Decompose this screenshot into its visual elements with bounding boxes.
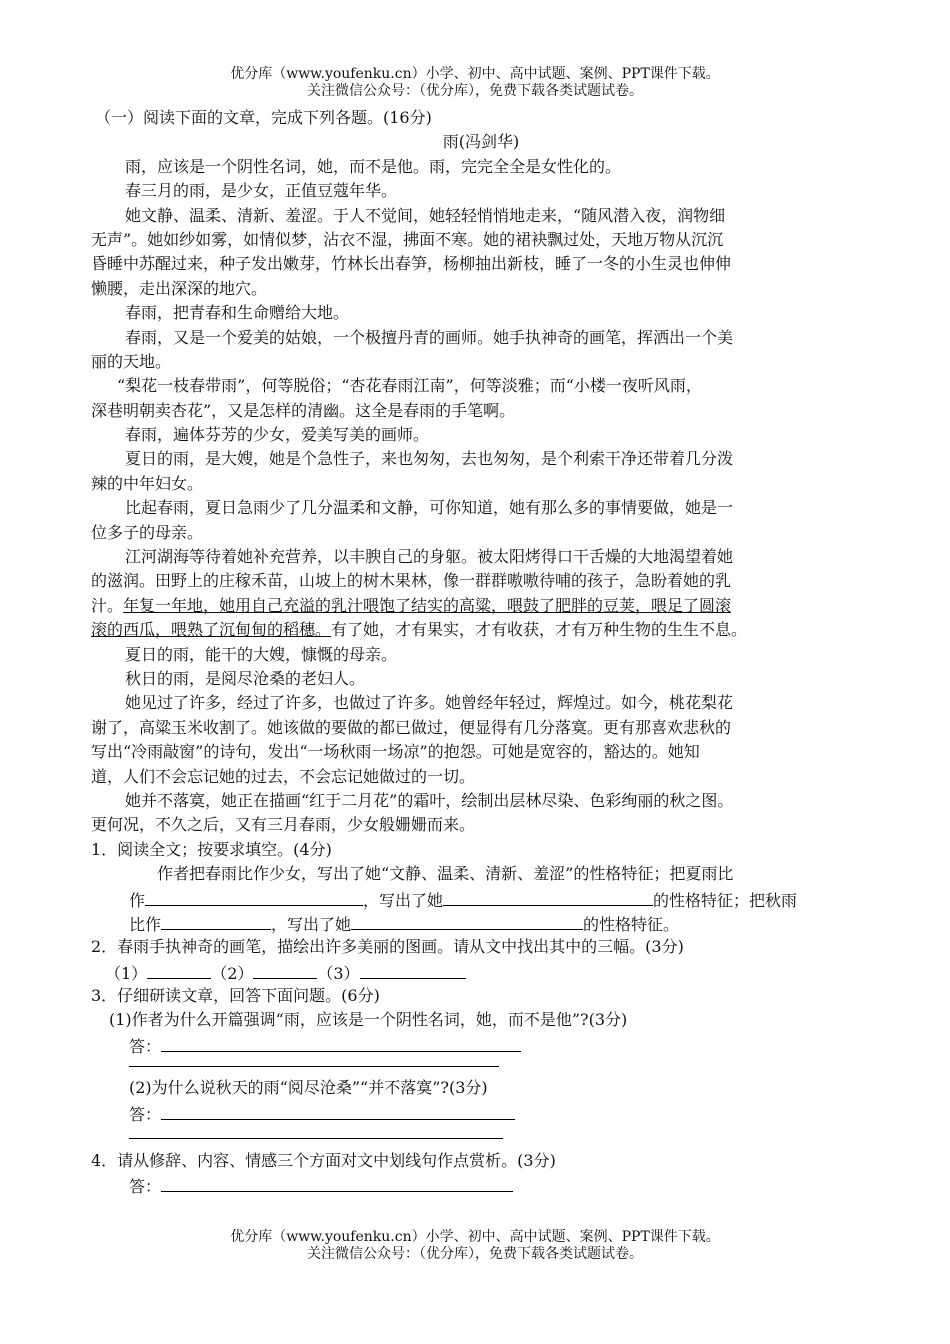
header-line-2: 关注微信公众号：（优分库），免费下载各类试题试卷。 xyxy=(307,83,643,99)
passage-line: 辣的中年妇女。 xyxy=(91,473,204,493)
passage-line: “梨花一枝春带雨”，何等脱俗；“杏花春雨江南”，何等淡雅；而“小楼一夜听风雨， xyxy=(117,376,702,396)
q2-answer-1-blank[interactable] xyxy=(147,960,211,979)
question-1-line xyxy=(91,887,871,911)
q2-answer-3-blank[interactable] xyxy=(360,960,466,979)
passage-text: 有了她，才有果实，才有收获，才有万种生物的生生不息。 xyxy=(331,620,748,640)
q1-text: 作 xyxy=(129,890,146,910)
q3-1-answer-line-2[interactable] xyxy=(129,1065,499,1067)
passage-line: 丽的天地。 xyxy=(91,351,172,371)
question-3-2: (2)为什么说秋天的雨“阅尽沧桑”“并不落寞”?(3分) xyxy=(129,1078,488,1098)
question-1-line: 作者把春雨比作少女，写出了她“文静、温柔、清新、羞涩”的性格特征；把夏雨比 xyxy=(157,864,734,884)
passage-line: 昏睡中苏醒过来，种子发出嫩芽，竹林长出春笋，杨柳抽出新枝，睡了一冬的小生灵也伸伸 xyxy=(91,254,732,274)
q2-label: （3） xyxy=(317,963,360,983)
passage-text: 汁。 xyxy=(91,595,124,615)
section-heading: （一）阅读下面的文章，完成下列各题。(16分) xyxy=(95,108,432,127)
question-1-title: 1．阅读全文；按要求填空。(4分) xyxy=(91,839,332,859)
answer-label: 答： xyxy=(129,1104,162,1124)
exam-content xyxy=(91,106,871,1198)
q1-text: ，写出了她 xyxy=(271,914,352,934)
q1-autumn-metaphor-blank[interactable] xyxy=(161,911,271,930)
passage-line: 更何况，不久之后，又有三月春雨，少女般姗姗而来。 xyxy=(91,815,476,835)
questions xyxy=(91,838,871,1198)
answer-label: 答： xyxy=(129,1036,162,1056)
question-3-title: 3．仔细研读文章，回答下面问题。(6分) xyxy=(91,986,380,1006)
article-body xyxy=(91,155,871,838)
passage-line: 春雨，又是一个爱美的姑娘，一个极擅丹青的画师。她手执神奇的画笔，挥洒出一个美 xyxy=(125,327,734,347)
q2-label: （2） xyxy=(211,963,254,983)
passage-line xyxy=(91,618,871,642)
passage-line: 的滋润。田野上的庄稼禾苗，山坡上的树木果林，像一群群嗷嗷待哺的孩子，急盼着她的乳 xyxy=(91,571,732,591)
passage-line: 她文静、温柔、清新、羞涩。于人不觉间，她轻轻悄悄地走来，“随风潜入夜，润物细 xyxy=(125,205,726,225)
q3-2-answer-blank[interactable] xyxy=(161,1101,515,1120)
q3-1-answer-blank[interactable] xyxy=(161,1033,521,1052)
passage-line: 比起春雨，夏日急雨少了几分温柔和文静，可你知道，她有那么多的事情要做，她是一 xyxy=(125,498,734,518)
passage-line: 秋日的雨，是阅尽沧桑的老妇人。 xyxy=(125,668,366,688)
question-1-line xyxy=(91,911,871,935)
passage-line: 她见过了许多，经过了许多，也做过了许多。她曾经年轻过，辉煌过。如今，桃花梨花 xyxy=(125,693,734,713)
passage-line: 道，人们不会忘记她的过去，不会忘记她做过的一切。 xyxy=(91,766,476,786)
underlined-sentence: 年复一年地，她用自己充溢的乳汁喂饱了结实的高粱，喂鼓了肥胖的豆荚，喂足了圆滚 xyxy=(123,595,732,615)
page-footer xyxy=(0,1229,950,1263)
passage-line: 无声”。她如纱如雾，如情似梦，沾衣不湿，拂面不寒。她的裙袂飘过处，天地万物从沉沉 xyxy=(91,229,724,249)
q3-1-answer-row xyxy=(91,1033,871,1057)
page-header-top xyxy=(0,66,950,100)
q1-text: 比作 xyxy=(129,914,162,934)
passage-line xyxy=(91,594,871,618)
question-4-title: 4．请从修辞、内容、情感三个方面对文中划线句作点赏析。(3分) xyxy=(91,1151,556,1171)
passage-line: 写出“冷雨敲窗”的诗句，发出“一场秋雨一场凉”的抱怨。可她是宽容的，豁达的。她知 xyxy=(91,742,700,762)
underlined-sentence: 滚的西瓜，喂熟了沉甸甸的稻穗。 xyxy=(91,620,332,640)
question-2-title: 2．春雨手执神奇的画笔，描绘出许多美丽的图画。请从文中找出其中的三幅。(3分) xyxy=(91,937,684,957)
passage-line: 夏日的雨，是大嫂，她是个急性子，来也匆匆，去也匆匆，是个利索干净还带着几分泼 xyxy=(125,449,734,469)
passage-line: 她并不落寞，她正在描画“红于二月花”的霜叶，绘制出层林尽染、色彩绚丽的秋之图。 xyxy=(125,790,734,810)
footer-line-1: 优分库（www.youfenku.cn）小学、初中、高中试题、案例、PPT课件下载。 xyxy=(230,1229,720,1245)
header-line-1: 优分库（www.youfenku.cn）小学、初中、高中试题、案例、PPT课件下载。 xyxy=(230,66,720,82)
passage-line: 夏日的雨，能干的大嫂，慷慨的母亲。 xyxy=(125,644,398,664)
article-title: 雨(冯剑华) xyxy=(442,132,520,152)
passage-line: 谢了，高粱玉米收割了。她该做的要做的都已做过，便显得有几分落寞。更有那喜欢悲秋的 xyxy=(91,717,732,737)
q4-answer-blank[interactable] xyxy=(161,1173,513,1192)
passage-line: 春雨，把青春和生命赠给大地。 xyxy=(125,303,350,323)
q3-2-answer-row xyxy=(91,1101,871,1125)
q1-summer-metaphor-blank[interactable] xyxy=(145,887,363,906)
q1-summer-trait-blank[interactable] xyxy=(443,887,653,906)
answer-label: 答： xyxy=(129,1177,162,1197)
passage-line: 懒腰，走出深深的地穴。 xyxy=(91,278,268,298)
passage-line: 位多子的母亲。 xyxy=(91,522,204,542)
q1-text: 的性格特征；把秋雨 xyxy=(653,890,798,910)
q2-label: （1） xyxy=(105,963,148,983)
passage-line: 雨，应该是一个阴性名词，她，而不是他。雨，完完全全是女性化的。 xyxy=(125,156,622,176)
q2-answer-2-blank[interactable] xyxy=(253,960,317,979)
passage-line: 深巷明朝卖杏花”，又是怎样的清幽。这全是春雨的手笔啊。 xyxy=(91,400,516,420)
q4-answer-row xyxy=(91,1173,871,1197)
q1-autumn-trait-blank[interactable] xyxy=(351,911,583,930)
q1-text: ，写出了她 xyxy=(363,890,444,910)
footer-line-2: 关注微信公众号：（优分库），免费下载各类试题试卷。 xyxy=(307,1246,643,1262)
passage-line: 春三月的雨，是少女，正值豆蔻年华。 xyxy=(125,181,398,201)
q1-text: 的性格特征。 xyxy=(583,914,680,934)
passage-line: 春雨，遍体芬芳的少女，爱美写美的画师。 xyxy=(125,425,430,445)
passage-line: 江河湖海等待着她补充营养，以丰腴自己的身躯。被太阳烤得口干舌燥的大地渴望着她 xyxy=(125,547,734,567)
question-2-answers xyxy=(91,960,871,984)
q3-2-answer-line-2[interactable] xyxy=(129,1137,503,1139)
question-3-1: (1)作者为什么开篇强调“雨，应该是一个阴性名词，她，而不是他”?(3分) xyxy=(109,1010,628,1030)
